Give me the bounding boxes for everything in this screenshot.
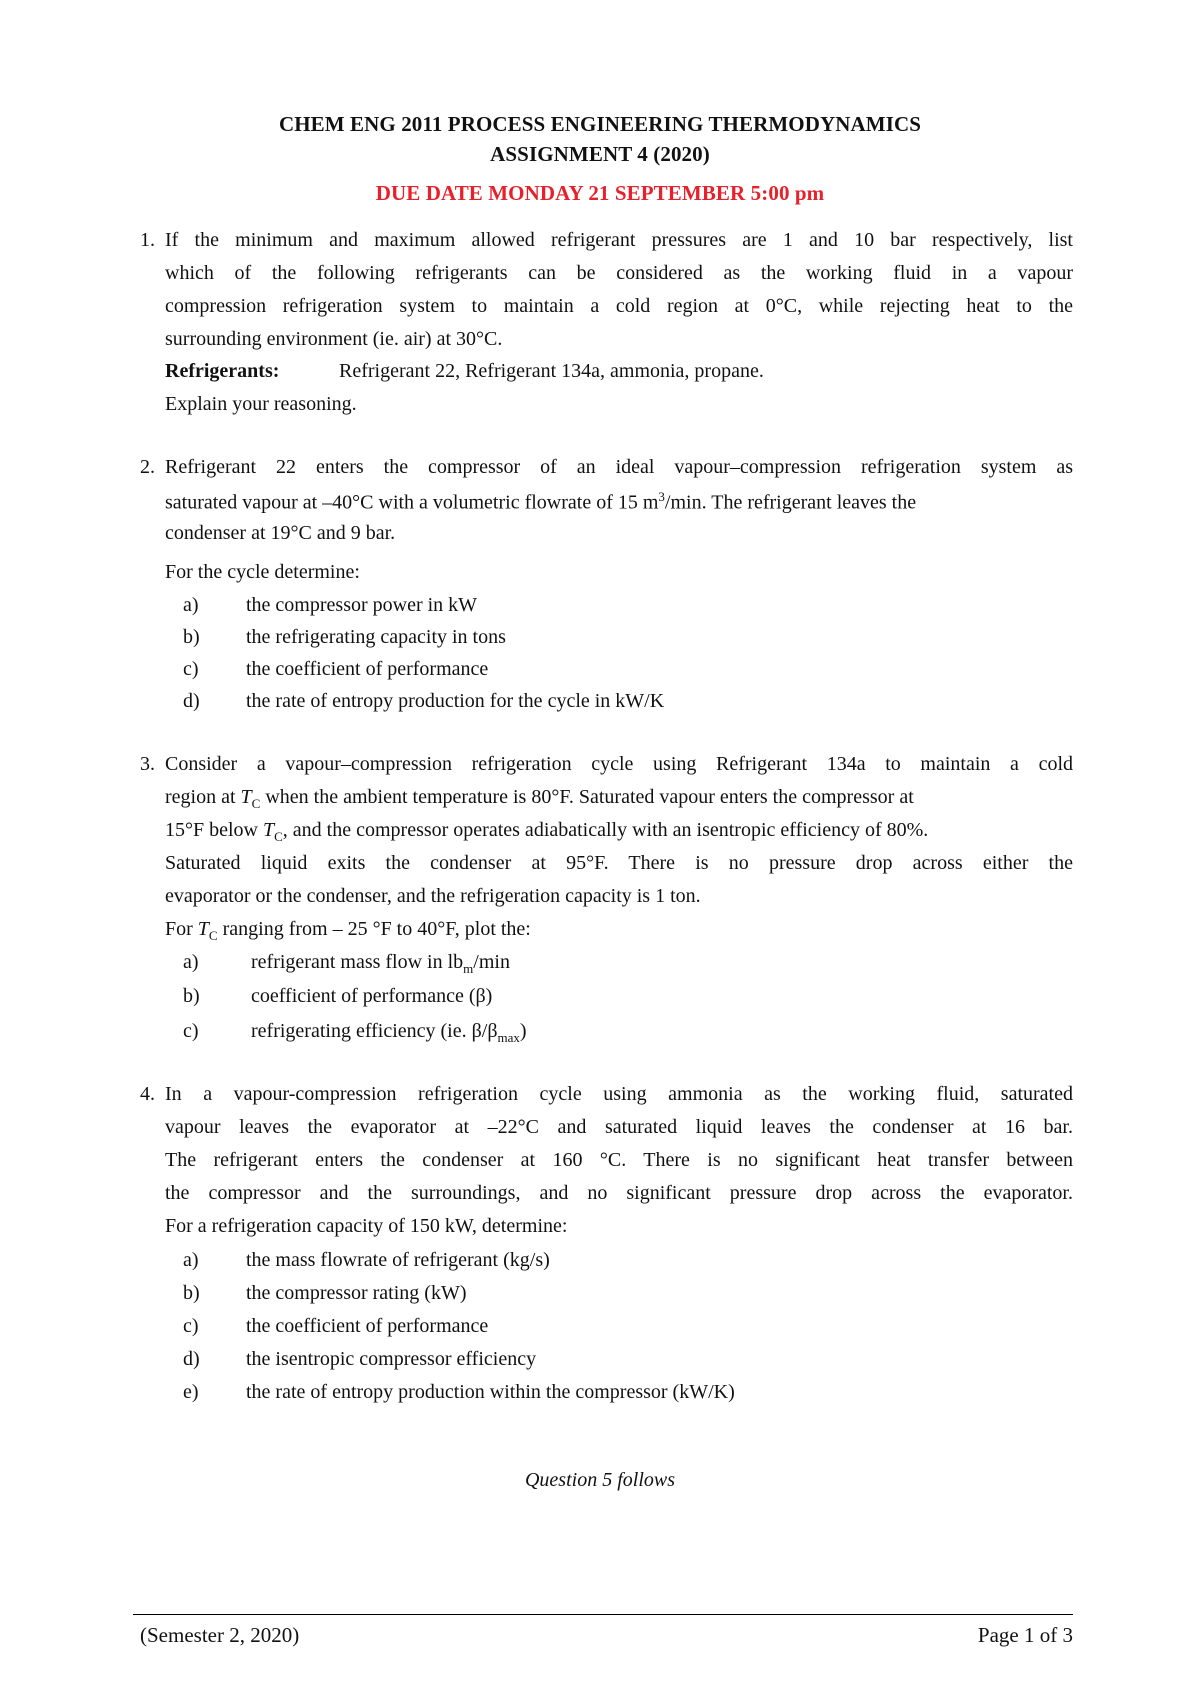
q3-line-2: region at $T_C$ when the ambient temperature is 80°F. Saturated vapour enters the compressor at — [165, 786, 914, 811]
q2-item-d-letter: d) — [183, 690, 200, 712]
course-title: CHEM ENG 2011 PROCESS ENGINEERING THERMODYNAMICS — [278, 112, 922, 136]
q2-line-3: condenser at 19°C and 9 bar. — [165, 522, 396, 544]
question-number: 2. — [140, 456, 155, 478]
q1-explain: Explain your reasoning. — [165, 393, 357, 415]
q3-item-b: coefficient of performance (β) — [251, 985, 493, 1007]
q2-item-d: the rate of entropy production for the cycle in kW/K — [246, 690, 665, 712]
q2-item-b-letter: b) — [183, 626, 200, 648]
q4-line-5: For a refrigeration capacity of 150 kW, determine: — [165, 1215, 568, 1237]
q4-line-1: In a vapour-compression refrigeration cycle using ammonia as the working fluid, saturated — [165, 1083, 1073, 1105]
assignment-title: ASSIGNMENT 4 (2020) — [490, 142, 710, 166]
q3-line-3: 15°F below $T_C$, and the compressor operates adiabatically with an isentropic efficiency of 80%. — [165, 819, 929, 844]
question-5-follows: Question 5 follows — [524, 1469, 675, 1491]
q2-item-a: the compressor power in kW — [246, 594, 478, 616]
q3-line-4: Saturated liquid exits the condenser at 95°F. There is no pressure drop across either the — [165, 852, 1073, 874]
q3-item-c: refrigerating efficiency (ie. $\beta/\beta_{max}$) — [251, 1020, 527, 1045]
refrigerants-list: Refrigerant 22, Refrigerant 134a, ammonia, propane. — [339, 360, 764, 382]
q4-item-a-letter: a) — [183, 1249, 199, 1271]
q2-intro: For the cycle determine: — [165, 561, 360, 583]
q3-line-6: For $T_C$ ranging from – 25 °F to 40°F, plot the: — [165, 918, 531, 943]
q4-item-c: the coefficient of performance — [246, 1315, 489, 1337]
q4-item-e-letter: e) — [183, 1381, 199, 1403]
q4-item-a: the mass flowrate of refrigerant (kg/s) — [246, 1249, 550, 1271]
q2-item-c-letter: c) — [183, 658, 199, 680]
q3-line-5: evaporator or the condenser, and the refrigeration capacity is 1 ton. — [165, 885, 701, 907]
q2-item-a-letter: a) — [183, 594, 199, 616]
question-number: 3. — [140, 753, 155, 775]
q4-item-d-letter: d) — [183, 1348, 200, 1370]
q1-line-2: which of the following refrigerants can be considered as the working fluid in a vapour — [165, 262, 1073, 284]
q4-item-b: the compressor rating (kW) — [246, 1282, 467, 1304]
footer-divider — [133, 1614, 1073, 1615]
q4-item-b-letter: b) — [183, 1282, 200, 1304]
q4-line-2: vapour leaves the evaporator at –22°C and saturated liquid leaves the condenser at 16 bar. — [165, 1116, 1073, 1138]
question-number: 4. — [140, 1083, 155, 1105]
q1-line-3: compression refrigeration system to maintain a cold region at 0°C, while rejecting heat to the — [165, 295, 1073, 317]
footer-semester: (Semester 2, 2020) — [140, 1623, 300, 1647]
q2-item-b: the refrigerating capacity in tons — [246, 626, 506, 648]
q3-item-b-letter: b) — [183, 985, 200, 1007]
q4-line-3: The refrigerant enters the condenser at 160 °C. There is no significant heat transfer between — [165, 1149, 1073, 1171]
q3-item-a-letter: a) — [183, 951, 199, 973]
refrigerants-label: Refrigerants: — [165, 360, 280, 382]
q3-item-a: refrigerant mass flow in $lb_m/\min$ — [251, 951, 510, 976]
q2-item-c: the coefficient of performance — [246, 658, 489, 680]
q1-line-1: If the minimum and maximum allowed refrigerant pressures are 1 and 10 bar respectively, list — [165, 229, 1073, 251]
q1-line-4: surrounding environment (ie. air) at 30°C. — [165, 328, 503, 350]
question-number: 1. — [140, 229, 155, 251]
footer-page-number: Page 1 of 3 — [977, 1623, 1073, 1647]
q2-line-1: Refrigerant 22 enters the compressor of an ideal vapour–compression refrigeration system as — [165, 456, 1073, 478]
q2-line-2: saturated vapour at –40°C with a volumetric flowrate of 15 $m^3/\min$. The refrigerant leaves the — [165, 489, 917, 514]
q4-item-e: the rate of entropy production within the compressor (kW/K) — [246, 1381, 735, 1403]
q3-item-c-letter: c) — [183, 1020, 199, 1042]
q4-item-d: the isentropic compressor efficiency — [246, 1348, 537, 1370]
q4-item-c-letter: c) — [183, 1315, 199, 1337]
due-date: DUE DATE MONDAY 21 SEPTEMBER 5:00 pm — [375, 181, 825, 205]
q1-refrigerants — [165, 360, 1073, 383]
q4-line-4: the compressor and the surroundings, and no significant pressure drop across the evaporator. — [165, 1182, 1073, 1204]
q3-line-1: Consider a vapour–compression refrigeration cycle using Refrigerant 134a to maintain a cold — [165, 753, 1073, 775]
